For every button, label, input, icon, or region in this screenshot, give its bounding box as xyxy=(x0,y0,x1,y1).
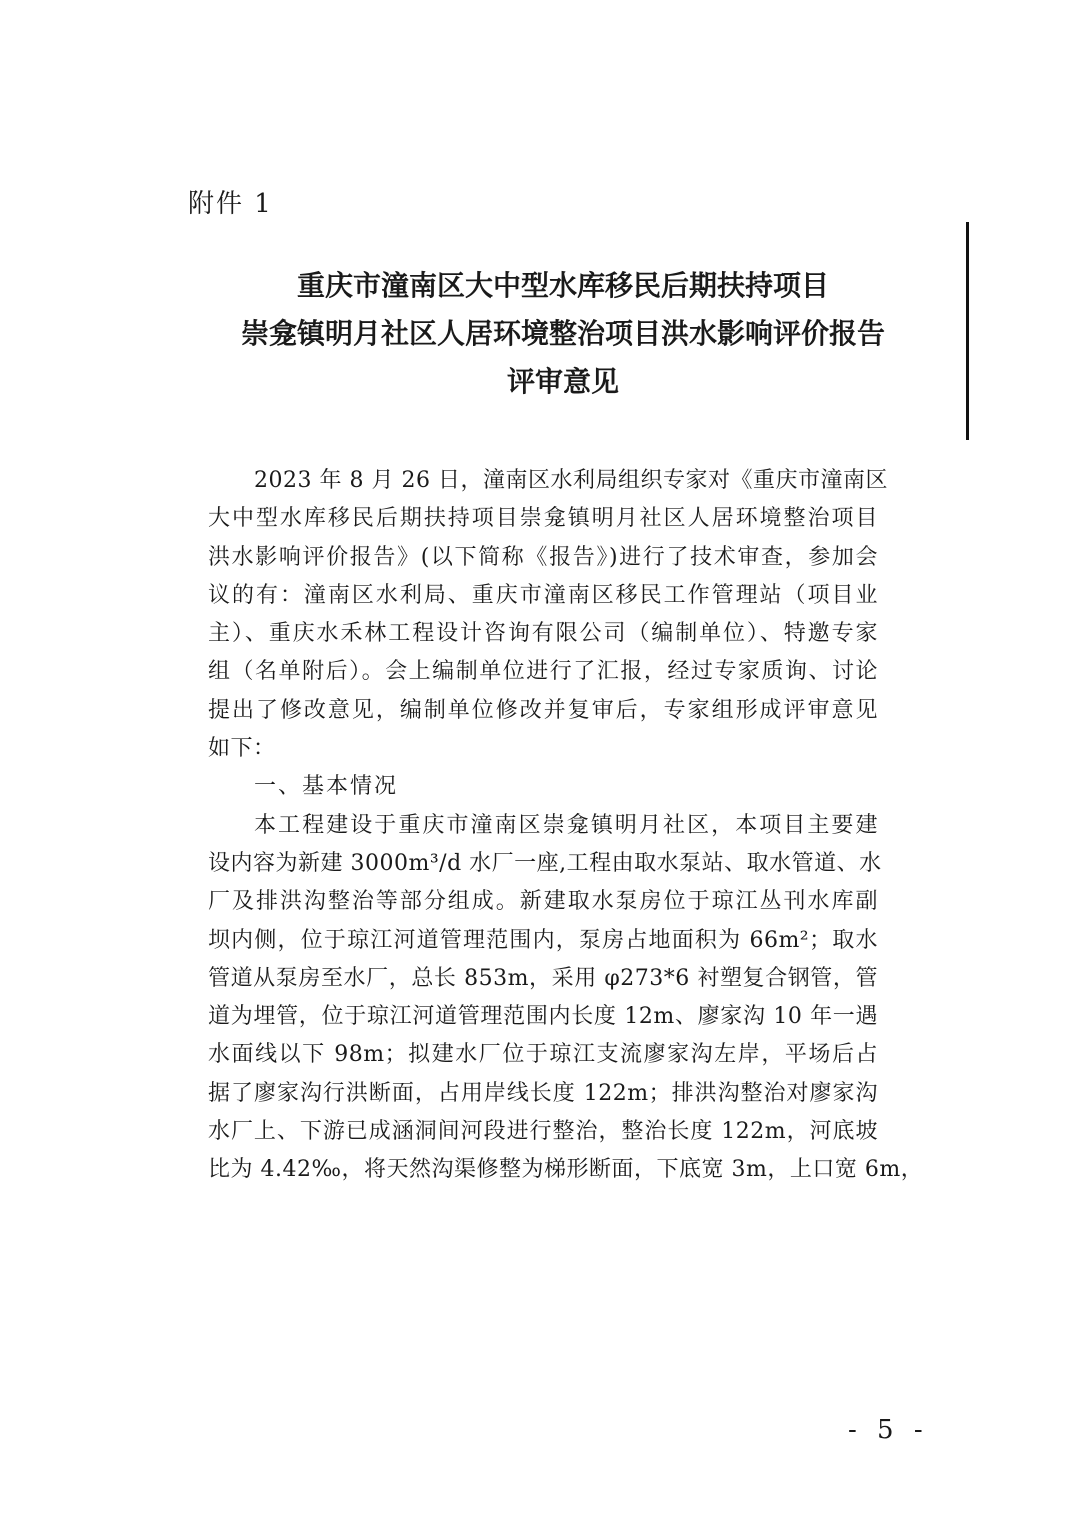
intro-line: 洪水影响评价报告》(以下简称《报告》)进行了技术审查，参加会 xyxy=(208,544,878,570)
scan-edge-line xyxy=(966,222,969,440)
intro-line: 主）、重庆水禾林工程设计咨询有限公司（编制单位）、特邀专家 xyxy=(208,621,878,647)
document-title xyxy=(188,262,938,406)
intro-line: 议的有：潼南区水利局、重庆市潼南区移民工作管理站（项目业 xyxy=(208,582,878,608)
attachment-label: 附件 1 xyxy=(188,189,273,219)
section-line: 道为埋管，位于琼江河道管理范围内长度 12m、廖家沟 10 年一遇 xyxy=(208,1004,878,1030)
section-line: 管道从泵房至水厂，总长 853m，采用 φ273*6 衬塑复合钢管，管 xyxy=(208,965,878,991)
section-heading-basic-info: 一、基本情况 xyxy=(254,774,399,800)
section-line: 设内容为新建 3000m³/d 水厂一座,工程由取水泵站、取水管道、水 xyxy=(208,850,882,876)
page-number: - 5 - xyxy=(848,1415,929,1445)
section-line: 比为 4.42‰，将天然沟渠修整为梯形断面，下底宽 3m，上口宽 6m， xyxy=(208,1157,924,1183)
section-line: 坝内侧，位于琼江河道管理范围内，泵房占地面积为 66m²；取水 xyxy=(208,927,878,953)
intro-line: 2023 年 8 月 26 日，潼南区水利局组织专家对《重庆市潼南区 xyxy=(254,468,888,493)
title-line-3: 评审意见 xyxy=(506,365,619,398)
section-line: 厂及排洪沟整治等部分组成。新建取水泵房位于琼江丛刊水库副 xyxy=(208,889,878,915)
intro-line: 如下： xyxy=(208,736,276,762)
section-line: 水面线以下 98m；拟建水厂位于琼江支流廖家沟左岸，平场后占 xyxy=(208,1042,878,1068)
section-line: 本工程建设于重庆市潼南区崇龛镇明月社区，本项目主要建 xyxy=(254,812,878,838)
title-line-2: 崇龛镇明月社区人居环境整治项目洪水影响评价报告 xyxy=(240,317,885,350)
document-body xyxy=(208,462,924,1190)
title-line-1: 重庆市潼南区大中型水库移民后期扶持项目 xyxy=(296,269,829,302)
section-line: 据了廖家沟行洪断面，占用岸线长度 122m；排洪沟整治对廖家沟 xyxy=(208,1080,878,1106)
intro-line: 提出了修改意见，编制单位修改并复审后，专家组形成评审意见 xyxy=(208,697,878,723)
intro-line: 大中型水库移民后期扶持项目崇龛镇明月社区人居环境整治项目 xyxy=(208,506,878,532)
section-line: 水厂上、下游已成涵洞间河段进行整治，整治长度 122m，河底坡 xyxy=(208,1119,878,1145)
intro-line: 组（名单附后）。会上编制单位进行了汇报，经过专家质询、讨论 xyxy=(208,659,878,685)
